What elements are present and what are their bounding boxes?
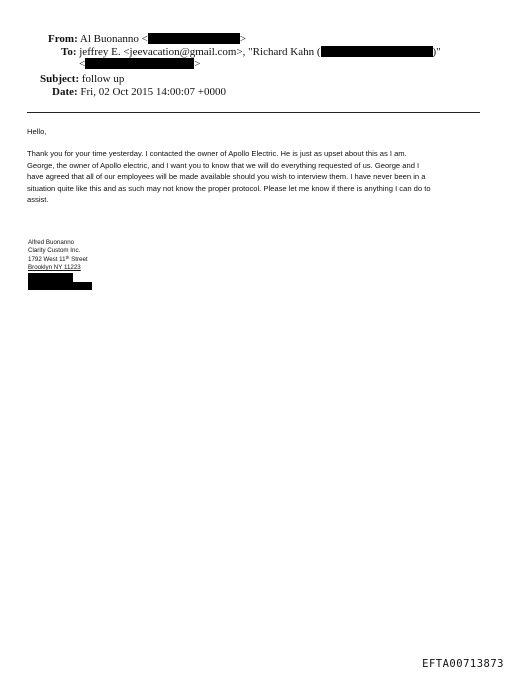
body-line: Thank you for your time yesterday. I contacted the owner of Apollo Electric. He is just as upset about this as I am. [27, 149, 407, 158]
body-line: assist. [27, 195, 49, 204]
signature-block [28, 239, 88, 272]
from-row [48, 33, 246, 46]
body-line: George, the owner of Apollo electric, and I want you to know that we will do everything requested of us. George and I [27, 160, 420, 170]
redaction-box [148, 33, 240, 44]
address-ordinal: th [65, 254, 70, 260]
address-street: 1792 West 11 [28, 255, 66, 263]
body-line: have agreed that all of our employees will be made available should you wish to interview them. I have never been in a [27, 172, 426, 181]
date-label: Date: [52, 86, 78, 98]
redaction-box [321, 46, 433, 57]
subject-label: Subject: [40, 73, 80, 85]
subject-row [40, 73, 124, 86]
signature-address [28, 256, 88, 264]
address-street-suffix: Street [69, 255, 88, 263]
to-line2-close: > [194, 58, 201, 70]
message-body [27, 148, 431, 206]
from-label: From: [48, 33, 78, 45]
signature-city: Brooklyn NY 11223 [28, 263, 81, 271]
greeting: Hello, [27, 127, 47, 136]
redaction-box [28, 282, 92, 290]
signature-name: Alfred Buonanno [28, 239, 75, 246]
to-tail: )" [432, 46, 441, 58]
from-tail: > [239, 33, 247, 45]
subject-value: follow up [81, 73, 125, 85]
document-id: EFTA00713873 [422, 658, 504, 670]
date-row [52, 86, 226, 99]
header-divider [27, 112, 480, 113]
to-label: To: [61, 46, 77, 58]
redaction-box [28, 273, 73, 282]
to-row-continued [79, 58, 200, 71]
from-value: Al Buonanno < [79, 33, 148, 45]
signature-company: Clarity Custom Inc. [28, 247, 81, 255]
to-value: jeffrey E. <jeevacation@gmail.com>, "Richard Kahn ( [79, 46, 321, 58]
redaction-box [85, 58, 194, 69]
date-value: Fri, 02 Oct 2015 14:00:07 +0000 [80, 86, 226, 98]
body-line: situation quite like this and as such may not know the proper protocol. Please let me know if there is anything I can do to [27, 183, 431, 193]
to-line2-open: < [79, 58, 86, 70]
